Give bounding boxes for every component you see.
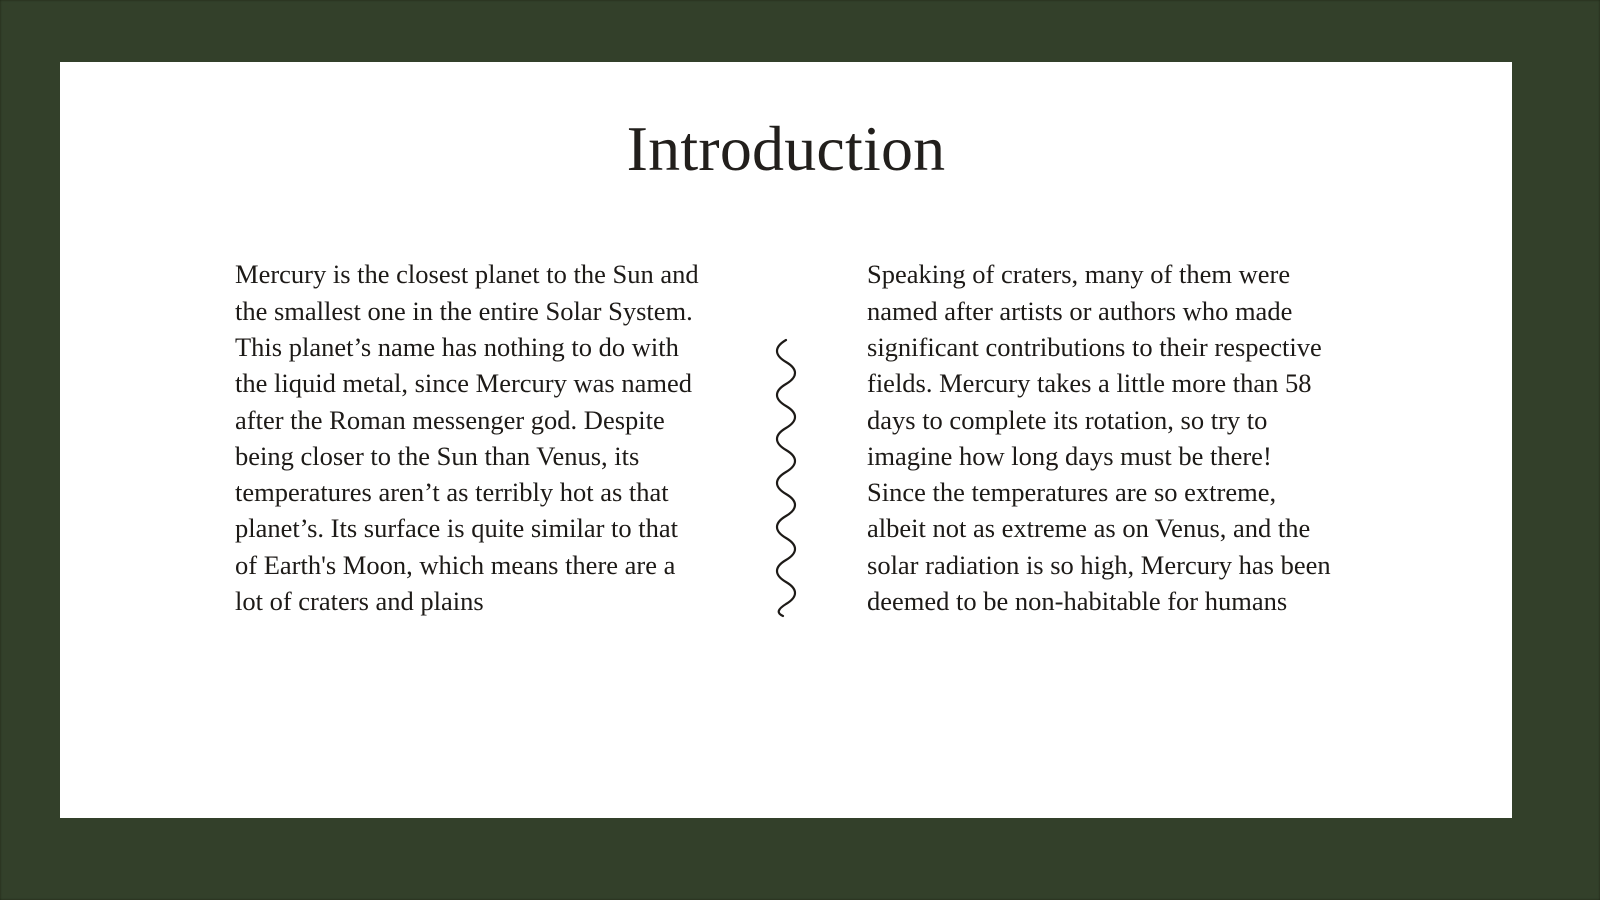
left-column-paragraph: Mercury is the closest planet to the Sun and the smallest one in the entire Solar System. This planet’s name has nothing to do with the liquid metal, since Mercury was named after the Roman messenger god. Despite being closer to the Sun than Venus, its temperatures aren’t as terribly hot as that planet’s. Its surface is quite similar to that of Earth's Moon, which means there are a lot of craters and plains [235, 259, 699, 617]
left-column-text-block [235, 256, 705, 619]
column-divider [756, 256, 816, 618]
two-column-body [60, 256, 1512, 619]
page-title: Introduction [626, 113, 946, 184]
squiggle-vertical-icon [769, 338, 803, 618]
right-column-text-block [867, 256, 1337, 619]
slide-content-card [60, 62, 1512, 818]
right-column-paragraph: Speaking of craters, many of them were named after artists or authors who made significant contributions to their respective fields. Mercury takes a little more than 58 days to complete its rotation, so try to imagine how long days must be there! Since the temperatures are so extreme, albeit not as extreme as on Venus, and the solar radiation is so high, Mercury has been deemed to be non-habitable for humans [867, 259, 1331, 617]
